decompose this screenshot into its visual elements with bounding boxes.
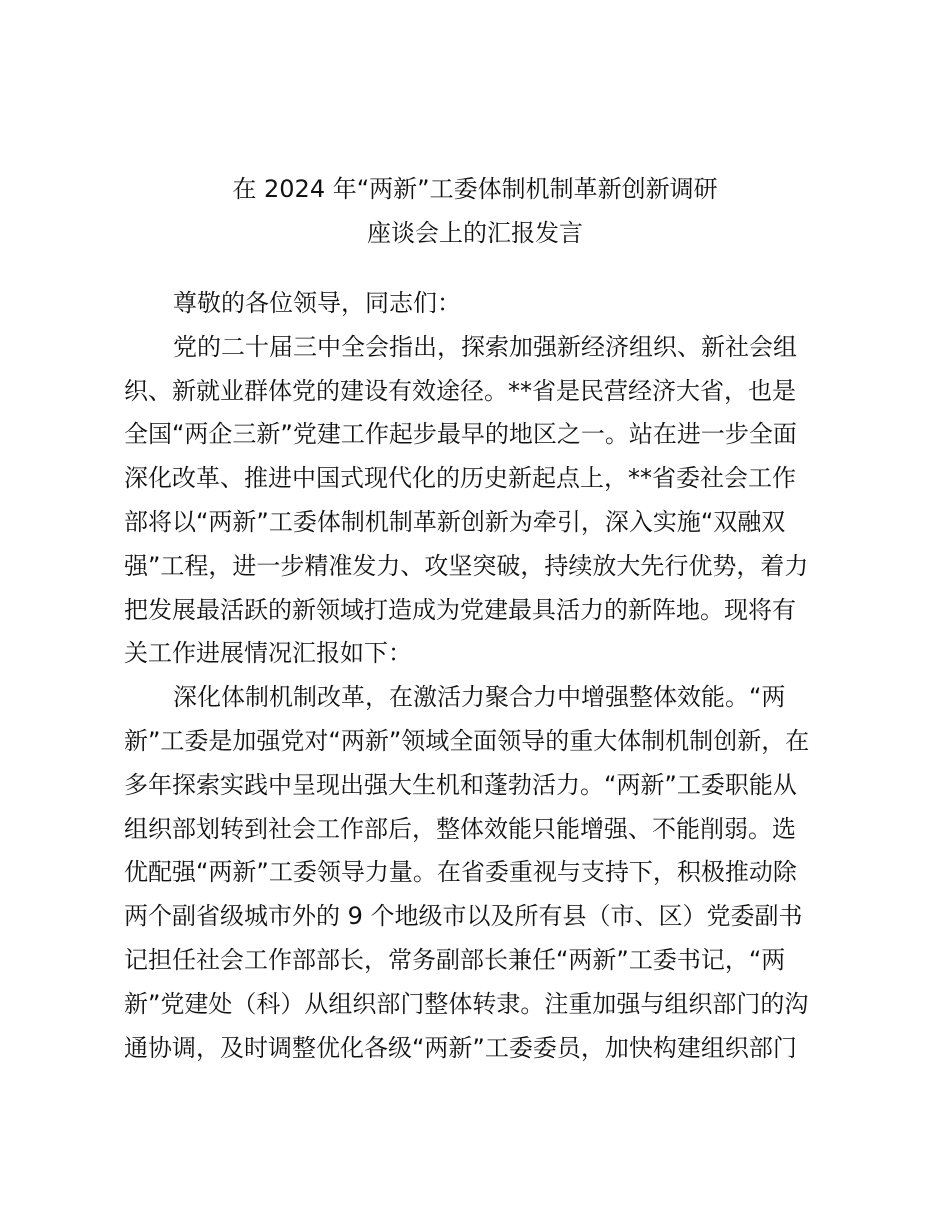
paragraph-line: 党的二十届三中全会指出，探索加强新经济组织、新社会组 [173, 332, 797, 361]
paragraph-line: 多年探索实践中呈现出强大生机和蓬勃活力。“两新”工委职能从 [124, 770, 797, 799]
title-line: 座谈会上的汇报发言 [367, 218, 583, 247]
paragraph-line: 通协调，及时调整优化各级“两新”工委委员，加快构建组织部门 [124, 1033, 797, 1062]
paragraph-line: 关工作进展情况汇报如下： [124, 639, 412, 668]
paragraph-line: 新”党建处（科）从组织部门整体转隶。注重加强与组织部门的沟 [124, 989, 809, 1018]
salutation-paragraph [124, 282, 834, 326]
paragraph-line: 组织部划转到社会工作部后，整体效能只能增强、不能削弱。选 [124, 814, 796, 843]
document-title [120, 168, 830, 256]
paragraph-line: 深化体制机制改革，在激活力聚合力中增强整体效能。“两 [173, 683, 786, 712]
paragraph-line: 优配强“两新”工委领导力量。在省委重视与支持下，积极推动除 [124, 858, 797, 887]
paragraph-line: 强”工程，进一步精准发力、攻坚突破，持续放大先行优势，着力 [124, 551, 809, 580]
paragraph-line: 两个副省级城市外的 9 个地级市以及所有县（市、区）党委副书 [124, 902, 803, 931]
reform-paragraph [124, 676, 834, 1070]
paragraph-line: 深化改革、推进中国式现代化的历史新起点上，**省委社会工作 [124, 464, 796, 493]
paragraph-line: 织、新就业群体党的建设有效途径。**省是民营经济大省，也是 [124, 376, 796, 405]
title-line: 在 2024 年“两新”工委体制机制革新创新调研 [232, 175, 718, 203]
paragraph-line: 部将以“两新”工委体制机制革新创新为牵引，深入实施“双融双 [124, 507, 786, 536]
paragraph-line: 记担任社会工作部部长，常务副部长兼任“两新”工委书记，“两 [124, 945, 786, 974]
paragraph-line: 新”工委是加强党对“两新”领域全面领导的重大体制机制创新，在 [124, 726, 810, 755]
paragraph-line: 全国“两企三新”党建工作起步最早的地区之一。站在进一步全面 [124, 420, 797, 449]
document-body [124, 282, 834, 1070]
intro-paragraph [124, 326, 834, 676]
paragraph-line: 尊敬的各位领导，同志们： [173, 289, 461, 317]
paragraph-line: 把发展最活跃的新领域打造成为党建最具活力的新阵地。现将有 [124, 595, 796, 624]
